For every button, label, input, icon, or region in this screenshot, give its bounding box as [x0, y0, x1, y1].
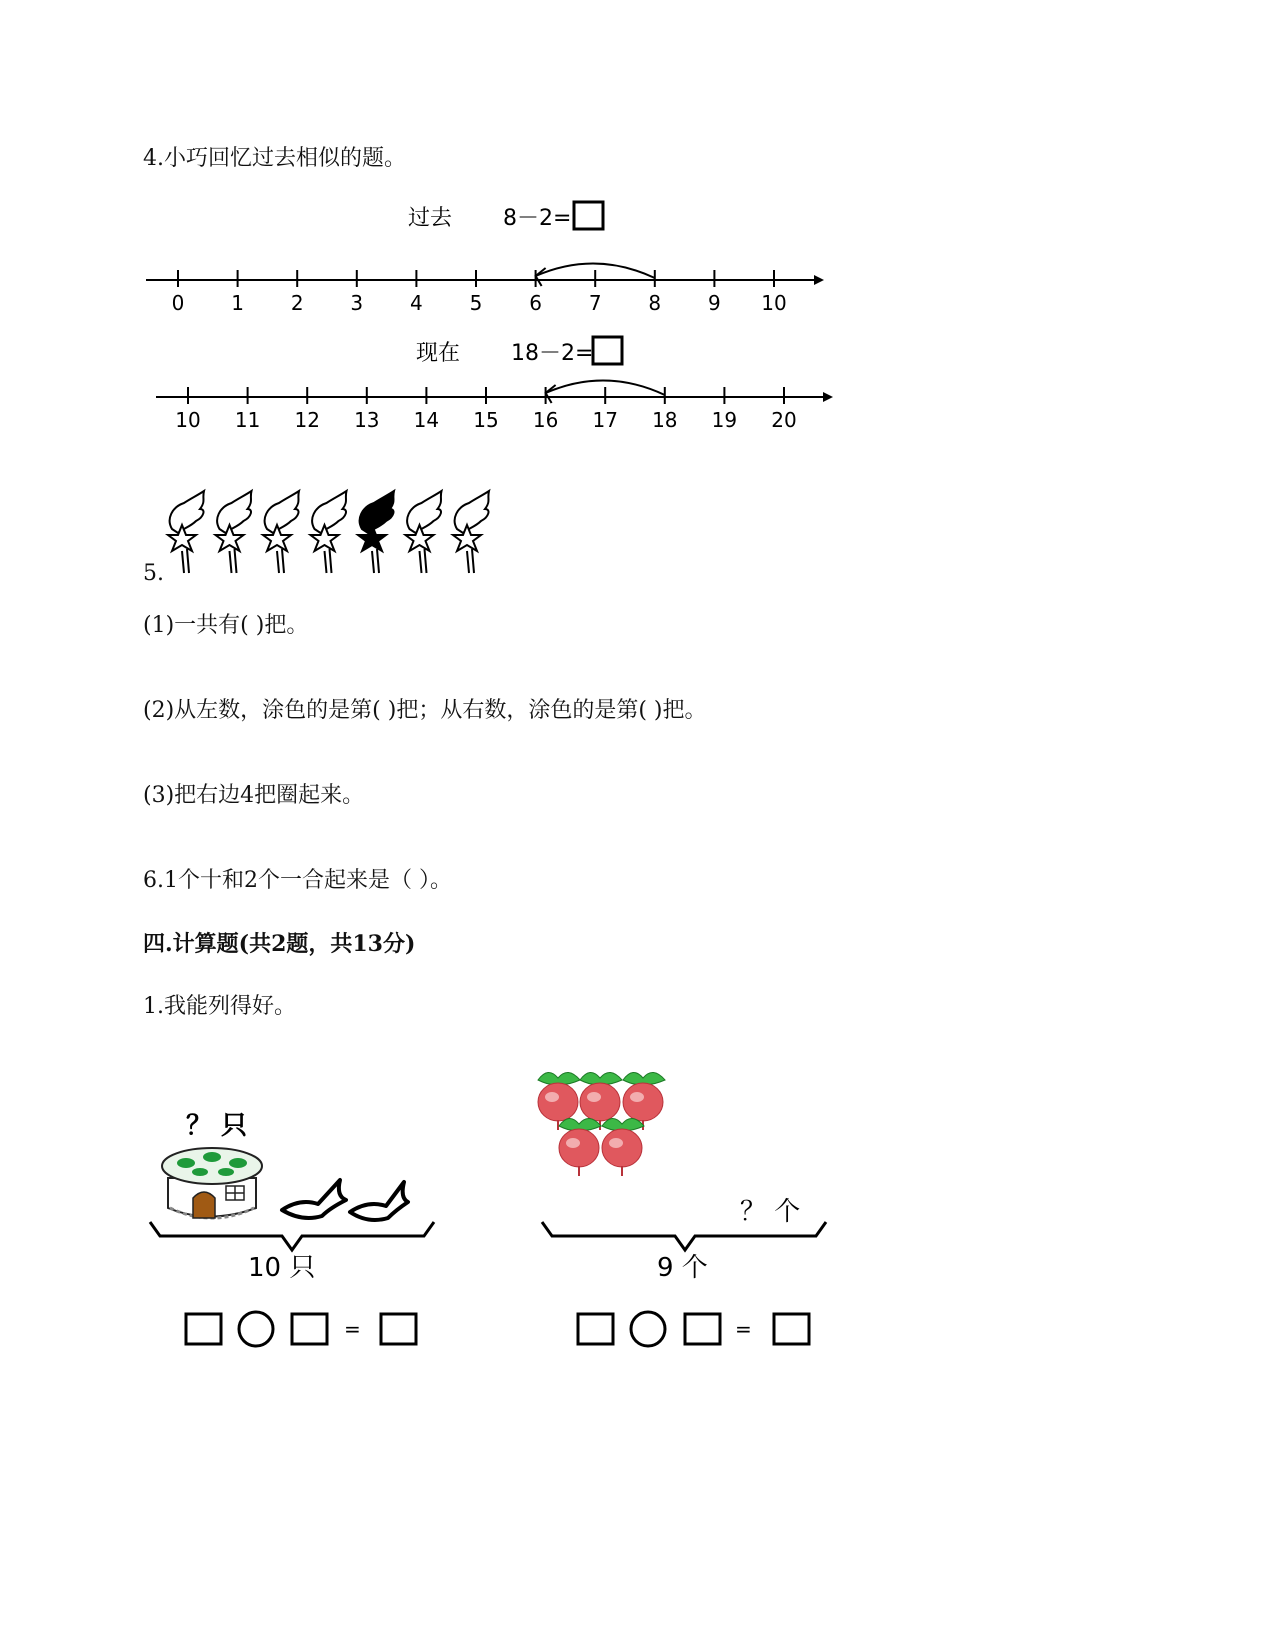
magic-wand-icon	[263, 491, 299, 573]
tick-label: 9	[708, 291, 721, 315]
radish-group	[538, 1072, 665, 1176]
radish-icon	[602, 1118, 644, 1176]
radish-icon	[559, 1118, 601, 1176]
tick-label: 6	[529, 291, 542, 315]
tick-label: 3	[350, 291, 364, 315]
question-5-number: 5.	[143, 561, 164, 586]
magic-wand-icon	[453, 491, 489, 573]
tick-label: 11	[234, 408, 261, 432]
tick-label: 16	[532, 408, 559, 432]
past-answer-box	[574, 202, 603, 229]
past-equation: 8－2=	[503, 206, 572, 231]
question-4-title: 4.小巧回忆过去相似的题。	[143, 146, 406, 171]
tick-label: 10	[175, 408, 201, 432]
now-equation: 18－2=	[511, 341, 594, 366]
tick-label: 4	[410, 291, 423, 315]
number-line-now	[156, 380, 833, 432]
tick-label: 15	[473, 408, 499, 432]
tick-label: 13	[354, 408, 380, 432]
tick-label: 5	[469, 291, 483, 315]
question-5-part-3: (3)把右边4把圈起来。	[143, 783, 365, 808]
magic-wand-icon	[168, 491, 204, 573]
tick-label: 20	[771, 408, 797, 432]
jump-arrowhead	[546, 385, 556, 403]
now-answer-box	[593, 337, 622, 364]
operator-circle	[631, 1312, 665, 1346]
now-label: 现在	[416, 341, 461, 366]
magic-wand-icon	[216, 491, 252, 573]
jump-arrowhead	[536, 268, 546, 286]
left-total-label: 10 只	[248, 1253, 316, 1283]
dove-icon	[350, 1182, 408, 1220]
tick-label: 1	[231, 291, 244, 315]
tick-label: 12	[294, 408, 320, 432]
tick-label: 7	[588, 291, 602, 315]
magic-wand-icon	[406, 491, 442, 573]
magic-wands-figure	[150, 485, 510, 580]
calc-question-1-title: 1.我能列得好。	[143, 994, 296, 1019]
tick-label: 14	[413, 408, 440, 432]
right-answer-template	[578, 1312, 809, 1346]
blank-box	[381, 1314, 416, 1344]
axis-arrow	[814, 275, 824, 285]
calc-figures	[0, 1060, 1275, 1360]
tick-label: 17	[592, 408, 618, 432]
past-label: 过去	[408, 206, 453, 231]
shaded-magic-wand-icon	[358, 491, 394, 573]
right-total-label: 9 个	[657, 1253, 708, 1283]
axis-arrow	[823, 392, 833, 402]
left-brace	[150, 1222, 434, 1250]
tick-label: 10	[761, 291, 787, 315]
blank-box	[292, 1314, 327, 1344]
left-equals-sign: =	[344, 1317, 361, 1341]
question-5-part-1: (1)一共有( )把。	[143, 613, 309, 638]
tick-label: 8	[648, 291, 662, 315]
left-answer-template	[186, 1312, 416, 1346]
blank-box	[578, 1314, 613, 1344]
question-6: 6.1个十和2个一合起来是（ ）。	[143, 868, 452, 893]
left-question-label: ？ 只	[186, 1111, 248, 1141]
right-question-label: ？ 个	[740, 1197, 801, 1227]
tick-label: 2	[290, 291, 304, 315]
dove-icon	[282, 1180, 346, 1218]
number-line-past	[146, 263, 824, 315]
tick-label: 19	[711, 408, 738, 432]
blank-box	[685, 1314, 720, 1344]
mushroom-house-icon	[162, 1148, 262, 1218]
tick-label: 0	[171, 291, 185, 315]
blank-box	[186, 1314, 221, 1344]
section-heading: 四.计算题(共2题，共13分)	[143, 931, 416, 957]
tick-label: 18	[652, 408, 678, 432]
question-5-part-2: (2)从左数，涂色的是第( )把；从右数，涂色的是第( )把。	[143, 698, 707, 723]
number-lines-figure	[0, 0, 1275, 460]
right-equals-sign: =	[735, 1317, 752, 1341]
magic-wand-icon	[311, 491, 347, 573]
operator-circle	[239, 1312, 273, 1346]
blank-box	[774, 1314, 809, 1344]
